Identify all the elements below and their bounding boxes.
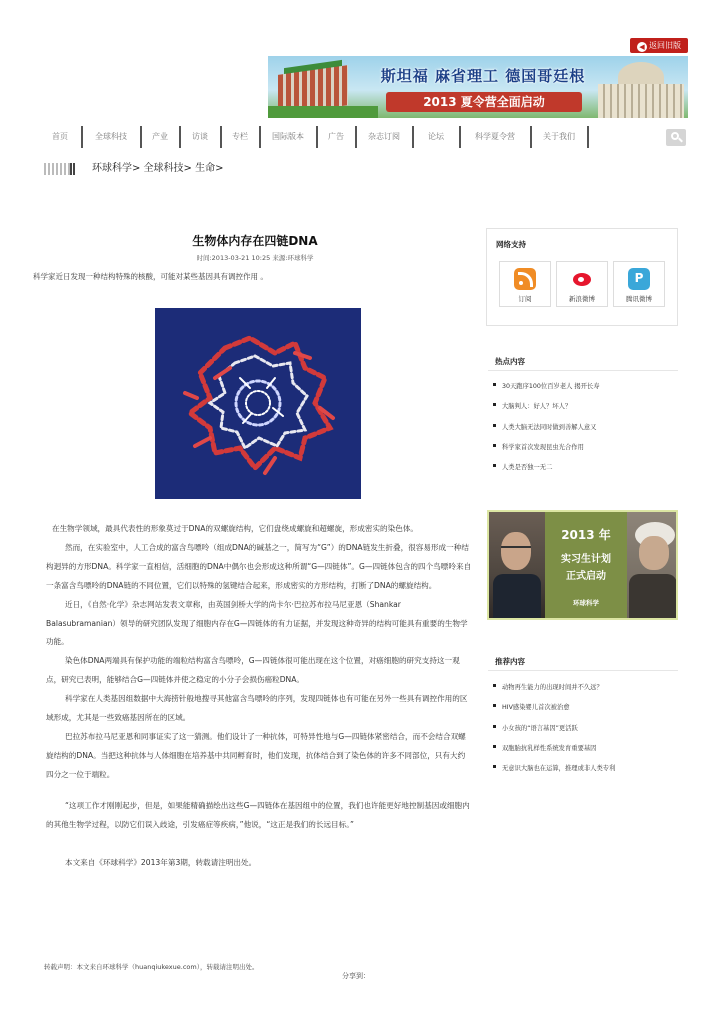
bullet-icon [493, 403, 496, 406]
sina-weibo-icon [571, 268, 593, 290]
promo-year: 2013 年 [561, 528, 611, 542]
list-item[interactable]: HIV感染婴儿首次被治愈 [493, 702, 683, 722]
breadcrumb-path[interactable]: 环球科学> 全球科技> 生命> [92, 163, 224, 174]
list-item[interactable]: 科学家首次发现昆虫光合作用 [493, 442, 683, 462]
recommended-content-title: 推荐内容 [495, 657, 525, 666]
article-paragraph: 科学家在人类基因组数据中大海捞针般地搜寻其他富含鸟嘌呤的序列，发现四链体也有可能在另外一些具有调控作用的区域形成，尤其是一些致癌基因所在的区域。 [46, 694, 468, 723]
article-source-note: 本文来自《环球科学》2013年第3期，转载请注明出处。 [65, 857, 257, 867]
banner-camp-text: 2013 夏令营全面启动 [386, 92, 582, 112]
hot-content-list [493, 381, 683, 482]
tencent-weibo-button[interactable] [613, 261, 665, 307]
bullet-icon [493, 684, 496, 687]
list-item[interactable]: 人类大脑无法同时做到善解人意又 [493, 422, 683, 442]
list-item[interactable]: 30天跑序100位百岁老人 揭开长寿 [493, 381, 683, 401]
article-meta: 时间:2013-03-21 10:25 来源:环球科学 [196, 254, 314, 262]
recommended-content-list [493, 682, 683, 783]
article-paragraph: “这项工作才刚刚起步，但是，如果能精确描绘出这些G—四链体在基因组中的位置，我们也许能更好地控制基因或细胞内的其他生物学过程，以防它们误入歧途，引发癌症等疾病，”他说，“这正是我们的长远目标。” [46, 800, 470, 829]
main-navigation [40, 124, 688, 150]
list-item[interactable]: 无意识大脑也在运算，推理或非人类专利 [493, 763, 683, 783]
bullet-icon [493, 464, 496, 467]
nav-item-interview[interactable]: 访谈 [192, 132, 208, 141]
g-quadruplex-dna-image [155, 308, 361, 499]
bullet-icon [493, 444, 496, 447]
nav-item-column[interactable]: 专栏 [232, 132, 248, 141]
nav-item-subscribe[interactable]: 杂志订阅 [368, 132, 400, 141]
hot-content-divider [488, 370, 678, 371]
sina-weibo-label: 新浪微博 [569, 295, 595, 303]
nav-item-global-tech[interactable]: 全球科技 [95, 132, 127, 141]
list-item[interactable]: 动物再生能力的出现时间并不久远？ [493, 682, 683, 702]
breadcrumb-decoration [44, 163, 76, 175]
sina-weibo-button[interactable] [556, 261, 608, 307]
promo-line1: 实习生计划 [561, 554, 611, 565]
network-support-title: 网络支持 [496, 240, 526, 249]
nav-item-about[interactable]: 关于我们 [543, 132, 575, 141]
article-body [46, 520, 472, 872]
tencent-weibo-icon [628, 268, 650, 290]
nav-item-home[interactable]: 首页 [52, 132, 68, 141]
article-paragraph: 巴拉苏布拉马尼亚恩和同事证实了这一猜测。他们设计了一种抗体，可特异性地与G—四链体紧密结合，而不会结合双螺旋结构的DNA。当把这种抗体与人体细胞在培养基中共同孵育时，他们发现，抗体结合到了染色体的许多不同部位，只有大约四分之一位于端粒。 [46, 731, 466, 779]
rss-subscribe-button[interactable] [499, 261, 551, 307]
banner-lawn [268, 106, 378, 118]
promo-line2: 正式启动 [566, 571, 606, 582]
article-lead: 科学家近日发现一种结构特殊的核酸，可能对某些基因具有调控作用 。 [33, 272, 268, 281]
nav-item-international[interactable]: 国际版本 [272, 132, 304, 141]
search-icon-handle [678, 138, 683, 143]
bullet-icon [493, 383, 496, 386]
nav-item-summer-camp[interactable]: 科学夏令营 [475, 132, 515, 141]
back-button-label: 返回旧版 [649, 41, 681, 50]
back-to-old-version-button[interactable] [630, 38, 688, 53]
nav-item-forum[interactable]: 论坛 [428, 132, 444, 141]
hot-content-title: 热点内容 [495, 357, 525, 366]
article-paragraph: 在生物学领域，最具代表性的形象莫过于DNA的双螺旋结构，它们盘绕成螺旋和超螺旋，形成密实的染色体。 [52, 524, 419, 533]
list-item[interactable]: 小女孩的“语言基因”更活跃 [493, 723, 683, 743]
article-paragraph: 然而，在实验室中，人工合成的富含鸟嘌呤（组成DNA的碱基之一，简写为“G”）的DNA链发生折叠，很容易形成一种结构迥异的方形DNA。科学家一直相信，活细胞的DNA中偶尔也会形成这种所谓“G—四链体”。G—四链体包含的四个鸟嘌呤来自一条富含鸟嘌呤的DNA链的不同位置，它们以特殊的氢键结合起来，形成密实的方形结构，打断了DNA的螺旋结构。 [46, 542, 472, 590]
nav-item-industry[interactable]: 产业 [152, 132, 168, 141]
search-button[interactable] [666, 129, 686, 146]
recommended-content-divider [488, 670, 678, 671]
network-support-box [486, 228, 678, 326]
article-paragraph: 染色体DNA两端具有保护功能的端粒结构富含鸟嘌呤，G—四链体很可能出现在这个位置，对癌细胞的研究支持这一观点，研究已表明，能够结合G—四链体并使之稳定的小分子会损伤癌粒DNA。 [46, 656, 460, 685]
rss-icon [514, 268, 536, 290]
list-item[interactable]: 双胞胎抗乳样性系统发育重要基因 [493, 743, 683, 763]
bullet-icon [493, 424, 496, 427]
bullet-icon [493, 704, 496, 707]
article-title: 生物体内存在四链DNA [192, 234, 318, 248]
list-item[interactable]: 大脑判人：好人？坏人？ [493, 401, 683, 421]
banner-building-right [598, 84, 684, 118]
promo-portrait-left [489, 512, 545, 618]
back-arrow-icon: ◀ [637, 42, 647, 52]
internship-promo-banner[interactable] [487, 510, 678, 620]
article-paragraph: 近日，《自然·化学》杂志网站发表文章称，由英国剑桥大学的尚卡尔·巴拉苏布拉马尼亚恩（Shankar Balasubramanian）领导的研究团队发现了细胞内存在G—四链体的有力证据，并发现这种奇异的结构可能具有重要的生物学功能。 [46, 599, 468, 647]
nav-divider [587, 126, 589, 148]
summer-camp-banner[interactable] [268, 56, 688, 118]
share-label: 分享到： [342, 972, 370, 980]
rss-label: 订阅 [518, 295, 532, 303]
tencent-weibo-label: 腾讯微博 [626, 295, 652, 303]
nav-item-ads[interactable]: 广告 [328, 132, 344, 141]
reprint-notice: 转载声明：本文来自环球科学（huanqiukexue.com），转载请注明出处。 [44, 963, 259, 971]
banner-universities-text: 斯坦福 麻省理工 德国哥廷根 [380, 67, 586, 85]
promo-brand: 环球科学 [573, 599, 599, 607]
bullet-icon [493, 725, 496, 728]
bullet-icon [493, 745, 496, 748]
promo-portrait-right [627, 512, 678, 618]
bullet-icon [493, 765, 496, 768]
list-item[interactable]: 人类是否独一无二 [493, 462, 683, 482]
